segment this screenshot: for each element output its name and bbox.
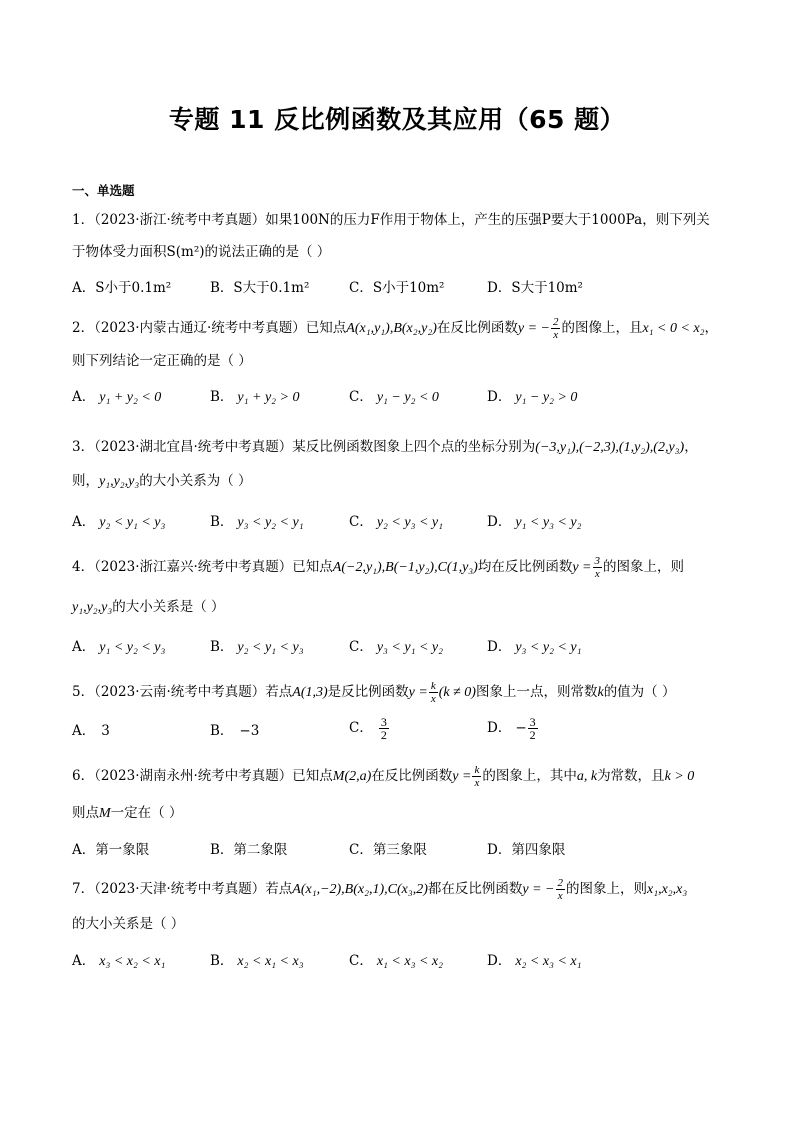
q3-option-a-text: y₂ < y₁ < y₃ (99, 515, 166, 530)
q2-line-2: 则下列结论一定正确的是（ ） (72, 353, 252, 369)
q4-text-2b: 的大小关系是（ ） (112, 599, 225, 615)
q7-func: y = − (522, 882, 555, 897)
q5-letter-d: D． (487, 720, 512, 736)
q7-line-1 (72, 877, 687, 902)
q5-func: y = (408, 685, 428, 700)
q2-text-c: 在反比例函数 (436, 320, 518, 336)
q5-options (72, 716, 722, 750)
q4-options (72, 636, 722, 658)
q5-option-c[interactable] (349, 716, 390, 741)
q2-letter-a: A． (72, 389, 96, 405)
q5-text-c: 是反比例函数 (327, 684, 409, 700)
q4-vars: y₁,y₂,y₃ (72, 600, 113, 615)
q5-frac-num: k (430, 680, 436, 692)
q4-text-a: 4．（2023·浙江嘉兴·统考中考真题）已知点 (72, 559, 333, 575)
q7-option-c-text: x₁ < x₃ < x₂ (376, 954, 443, 969)
q5-k: k (597, 685, 604, 700)
q3-vars: y₁,y₂,y₃ (99, 474, 140, 489)
page-title: 专题 11 反比例函数及其应用（65 题） (168, 105, 626, 134)
q2-option-b[interactable] (210, 386, 299, 409)
q4-letter-c: C． (349, 639, 373, 655)
q2-line-1 (72, 316, 718, 341)
q2-option-d-text: y₁ − y₂ > 0 (515, 390, 578, 405)
q7-option-d-text: x₂ < x₃ < x₁ (515, 954, 582, 969)
q4-points: A(−2,y₁),B(−1,y₂),C(1,y₃) (332, 560, 478, 575)
q6-frac-num: k (474, 764, 480, 776)
q3-letter-c: C． (349, 514, 373, 530)
q5-option-b-text: −3 (239, 723, 260, 739)
q5-option-d-minus: − (515, 720, 527, 736)
q7-points: A(x₁,−2),B(x₂,1),C(x₃,2) (292, 882, 428, 897)
q2-option-a[interactable] (72, 386, 161, 409)
q7-letter-b: B． (210, 953, 234, 969)
q4-letter-b: B． (210, 639, 234, 655)
q6-option-b[interactable]: B．第二象限 (210, 842, 288, 858)
q4-option-a[interactable] (72, 636, 165, 659)
q5-text-d: 图象上一点，则常数 (475, 684, 598, 700)
q7-letter-c: C． (349, 953, 373, 969)
q2-letter-d: D． (487, 389, 512, 405)
q3-option-c[interactable] (349, 511, 443, 534)
q7-option-a[interactable] (72, 950, 165, 973)
q2-option-c-text: y₁ − y₂ < 0 (376, 390, 439, 405)
q6-text-d: 的图象上，其中 (482, 768, 577, 784)
section-heading: 一、单选题 (72, 183, 135, 198)
q2-option-c[interactable] (349, 386, 439, 409)
q5-condition: (k ≠ 0) (438, 685, 476, 700)
q7-option-b-text: x₂ < x₁ < x₃ (237, 954, 304, 969)
q3-text-2a: 则， (72, 473, 99, 489)
q6-vars: a, k (576, 769, 598, 784)
q5-text-e: 的值为（ ） (603, 684, 676, 700)
q2-letter-c: C． (349, 389, 373, 405)
q3-letter-d: D． (487, 514, 512, 530)
q6-option-c[interactable]: C．第三象限 (349, 842, 427, 858)
q1-option-d[interactable]: D．S大于10m² (487, 280, 583, 296)
q3-letter-a: A． (72, 514, 96, 530)
q5-letter-c: C． (349, 720, 373, 736)
q1-option-a[interactable]: A．S小于0.1m² (72, 280, 172, 296)
q7-text-d: 的图象上，则 (566, 881, 647, 897)
q7-text-a: 7．（2023·天津·统考中考真题）若点 (72, 881, 293, 897)
q6-func: y = (452, 769, 472, 784)
q5-text-a: 5．（2023·云南·统考中考真题）若点 (72, 684, 293, 700)
q2-points: A(x₁,y₁),B(x₂,y₂) (346, 321, 437, 336)
q3-line-2 (72, 471, 252, 492)
q1-options (72, 277, 722, 299)
q4-frac-den: x (594, 568, 600, 580)
q3-option-b[interactable] (210, 511, 304, 534)
q7-option-c[interactable] (349, 950, 443, 973)
q4-line-1 (72, 555, 684, 580)
q3-options (72, 511, 722, 533)
q3-points: (−3,y₁),(−2,3),(1,y₂),(2,y₃) (535, 440, 685, 455)
q5-option-a-text: 3 (101, 723, 110, 739)
q2-options (72, 386, 722, 408)
q6-text-2c: 一定在（ ） (110, 805, 183, 821)
q4-text-d: 的图象上，则 (603, 559, 685, 575)
q5-option-a[interactable] (72, 720, 110, 742)
q7-fraction (556, 877, 566, 902)
q6-line-1 (72, 764, 694, 789)
q1-option-c[interactable]: C．S小于10m² (349, 280, 445, 296)
q6-text-a: 6．（2023·湖南永州·统考中考真题）已知点 (72, 768, 333, 784)
q5-fraction (429, 680, 438, 705)
q6-options (72, 839, 722, 861)
q4-option-b-text: y₂ < y₁ < y₃ (237, 640, 304, 655)
q7-text-c: 都在反比例函数 (427, 881, 523, 897)
q7-letter-a: A． (72, 953, 96, 969)
q7-options (72, 950, 722, 972)
q7-letter-d: D． (487, 953, 512, 969)
q3-text-2c: 的大小关系为（ ） (139, 473, 252, 489)
q5-option-c-fraction (379, 716, 389, 741)
q4-func: y = (572, 560, 592, 575)
q4-letter-a: A． (72, 639, 96, 655)
q2-func: y = − (517, 321, 550, 336)
q4-fraction (593, 555, 603, 580)
q1-option-b[interactable]: B．S大于0.1m² (210, 280, 310, 296)
q3-line-1 (72, 437, 698, 458)
q2-text-e: ， (704, 320, 719, 336)
q5-letter-b: B． (210, 723, 234, 739)
q3-option-a[interactable] (72, 511, 165, 534)
q6-text-c: 在反比例函数 (371, 768, 453, 784)
q7-option-d[interactable] (487, 950, 581, 973)
q7-option-a-text: x₃ < x₂ < x₁ (99, 954, 166, 969)
q6-text-2a: 则点 (72, 805, 99, 821)
q3-letter-b: B． (210, 514, 234, 530)
q5-option-d-den: 2 (529, 728, 536, 742)
q6-frac-den: x (474, 777, 480, 789)
q3-text-c: ， (684, 439, 698, 455)
q5-frac-den: x (430, 693, 436, 705)
q4-option-c-text: y₃ < y₁ < y₂ (376, 640, 443, 655)
q6-m: M (99, 806, 111, 821)
q3-option-d[interactable] (487, 511, 581, 534)
q2-frac-num: 2 (552, 316, 559, 328)
q6-option-d[interactable]: D．第四象限 (487, 842, 566, 858)
q4-option-a-text: y₁ < y₂ < y₃ (99, 640, 166, 655)
q4-option-d-text: y₃ < y₂ < y₁ (515, 640, 582, 655)
q4-option-b[interactable] (210, 636, 304, 659)
q7-option-b[interactable] (210, 950, 304, 973)
q5-option-b[interactable] (210, 720, 259, 742)
q6-option-a[interactable]: A．第一象限 (72, 842, 150, 858)
q6-text-e: 为常数，且 (597, 768, 665, 784)
q4-frac-num: 3 (594, 555, 601, 567)
q7-frac-num: 2 (557, 877, 563, 889)
q3-option-c-text: y₂ < y₃ < y₁ (376, 515, 443, 530)
q5-option-d-fraction (528, 716, 538, 741)
q5-option-d[interactable] (487, 716, 539, 741)
q6-line-2 (72, 803, 182, 824)
q7-line-2: 的大小关系是（ ） (72, 916, 185, 932)
q2-text-a: 2．（2023·内蒙古通辽·统考中考真题）已知点 (72, 320, 347, 336)
q6-fraction (472, 764, 481, 789)
q1-line-1: 1．（2023·浙江·统考中考真题）如果100N的压力F作用于物体上，产生的压强P要大于1000Pa，则下列关 (72, 212, 710, 228)
q4-text-c: 均在反比例函数 (477, 559, 573, 575)
q4-option-c[interactable] (349, 636, 443, 659)
q2-frac-den: x (553, 329, 559, 341)
q1-line-2: 于物体受力面积S(m²)的说法正确的是（ ） (72, 244, 331, 260)
q5-option-d-num: 3 (529, 715, 536, 729)
q4-letter-d: D． (487, 639, 512, 655)
q2-option-b-text: y₁ + y₂ > 0 (237, 390, 300, 405)
q4-option-d[interactable] (487, 636, 581, 659)
q2-letter-b: B． (210, 389, 234, 405)
q6-condition: k > 0 (664, 769, 695, 784)
q5-line-1 (72, 680, 675, 705)
q5-point: A(1,3) (292, 685, 328, 700)
q5-letter-a: A． (72, 723, 96, 739)
q6-point: M(2,a) (332, 769, 372, 784)
q3-option-d-text: y₁ < y₃ < y₂ (515, 515, 582, 530)
q2-text-d: 的图像上，且 (561, 320, 643, 336)
q2-option-d[interactable] (487, 386, 577, 409)
q5-option-c-num: 3 (380, 715, 387, 729)
q3-text-a: 3．（2023·湖北宜昌·统考中考真题）某反比例函数图象上四个点的坐标分别为 (72, 439, 536, 455)
q3-option-b-text: y₃ < y₂ < y₁ (237, 515, 304, 530)
q2-condition: x₁ < 0 < x₂ (642, 321, 705, 336)
q7-frac-den: x (557, 890, 563, 902)
q2-option-a-text: y₁ + y₂ < 0 (99, 390, 162, 405)
q4-line-2 (72, 597, 225, 618)
q2-fraction (551, 316, 561, 341)
q5-option-c-den: 2 (380, 728, 387, 742)
q7-vars: x₁,x₂,x₃ (647, 882, 688, 897)
